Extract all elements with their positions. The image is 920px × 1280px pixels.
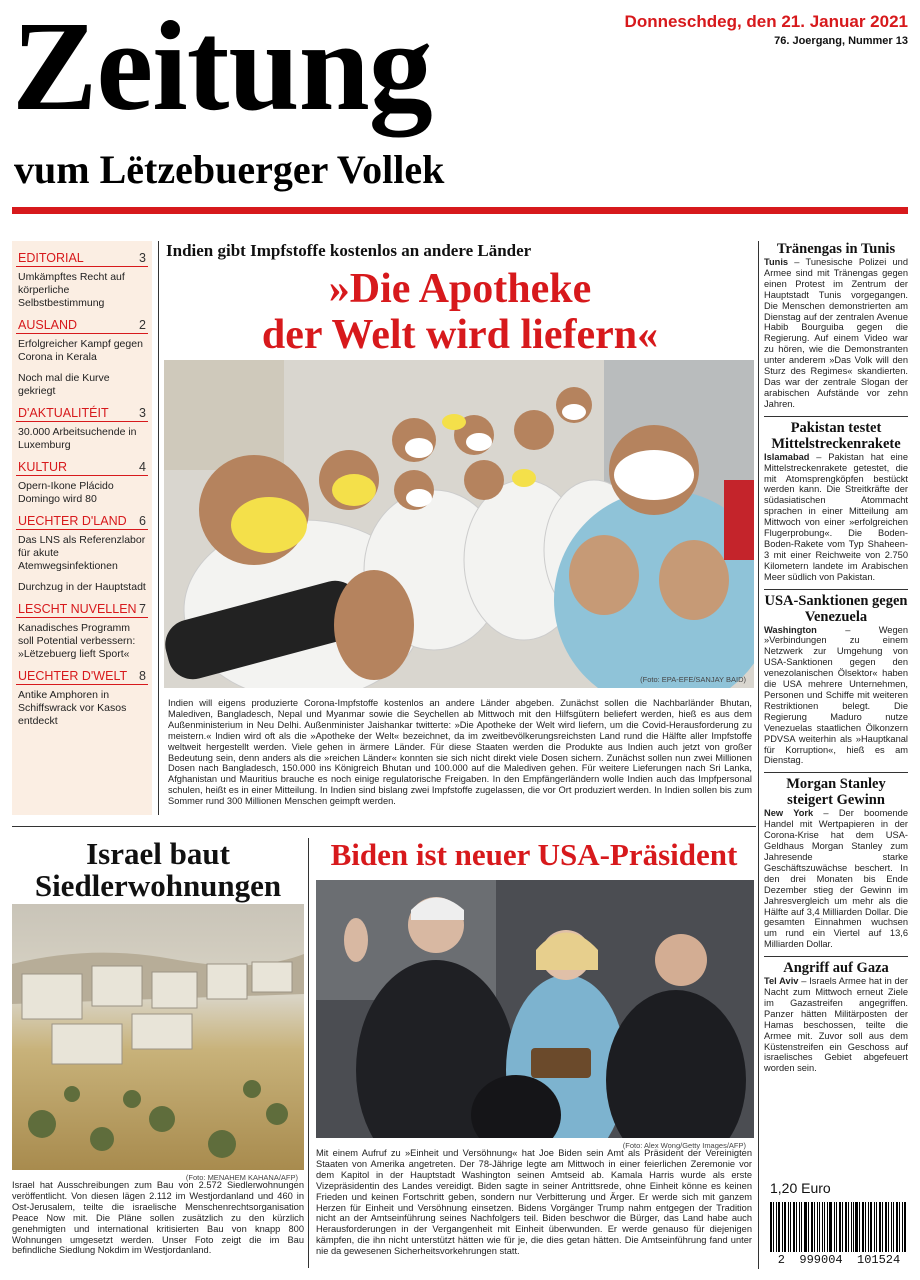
news-brief-dateline: Washington [764,624,817,635]
biden-photo-illustration [316,880,754,1138]
barcode-bar [879,1202,881,1252]
toc-section-title: KULTUR [18,460,68,474]
barcode-bar [829,1202,832,1252]
toc-page-number: 2 [139,318,146,332]
lead-photo [164,360,754,688]
toc-section-header[interactable] [16,251,148,267]
price: 1,20 Euro [770,1180,831,1196]
israel-headline: Israel baut Siedlerwohnungen [34,836,282,903]
news-brief-dateline: Tel Aviv [764,976,799,987]
biden-body: Mit einem Aufruf zu »Einheit und Versöhnung« hat Joe Biden sein Amt als Präsident der Vereinigten Staaten von Amerika angetreten. Der 78-Jährige legte am Mittwoch in einer feierlichen Zeremonie vor dem Kapitol in der Hauptstadt Washington seinen Amtseid ab. Kamala Harris wurde als erste Vizepräsidentin des Landes vereidigt. Biden sagte in seiner Antrittsrede, ohne Einheit könne es keinen Frieden und keinen Fortschritt geben, sondern nur Verbitterung und Ärger. Er werde sich mit ganzem Herzen für Einheit und Versöhnung einsetzen. Bidens Vorgänger Trump nahm entgegen der Tradition nicht an der Amtseinführung seines Nachfolgers teil. Biden beschwor die Bürger, das Land habe auch Herausforderungen in der Vergangenheit mit Einheit überwunden. Er werde genauso für diejenigen kämpfen, die ihn nicht unterstützt hätten wie für je, die dies getan hätten. Die Amtseinführung fand unter nie da gewesenen Sicherheitsvorkehrungen statt. [316,1148,752,1257]
barcode-bar [845,1202,847,1252]
toc-item[interactable]: Opern-Ikone Plácido Domingo wird 80 [18,480,114,505]
toc-page-number: 3 [139,251,146,265]
barcode-bar [776,1202,777,1252]
news-brief-column [764,241,908,1080]
masthead-subtitle: vum Lëtzebuerger Vollek [14,147,445,192]
toc-item[interactable]: Kanadisches Programm soll Potential verbessern: »Lëtzebuerg lieft Sport« [18,622,136,660]
toc-item[interactable]: Das LNS als Referenzlabor für akute Atemwegsinfektionen [18,534,146,572]
toc-page-number: 3 [139,406,146,420]
barcode-bar [773,1202,774,1252]
issue-number: 76. Joergang, Nummer 13 [774,35,908,47]
barcode-bar [865,1202,866,1252]
brief-rule [764,416,908,417]
toc-section-title: EDITORIAL [18,251,84,265]
masthead-rule [12,207,908,214]
toc-section-title: UECHTER D'LAND [18,514,127,528]
toc-page-number: 7 [139,602,146,616]
israel-body: Israel hat Ausschreibungen zum Bau von 2.572 Siedlerwohnungen veröffentlicht. Von diesen lägen 2.112 im Westjordanland und 460 in Ost-Jerusalem, teilte die israelische Menschenrechtsorganisation Peace Now mit. Die Pläne sollen zusätzlich zu den kürzlich genehmigten und international kritisierten Bau von knapp 800 Wohnungen umgesetzt werden. Unser Foto zeigt die im Bau befindliche Siedlung Nokdim im Westjordanland. [12,1180,304,1256]
biden-headline: Biden ist neuer USA-Präsident [330,837,738,872]
toc-page-number: 4 [139,460,146,474]
column-divider [158,241,159,815]
barcode-bar [882,1202,883,1252]
lead-headline [166,266,754,358]
brief-rule [764,772,908,773]
barcode-bar [896,1202,898,1252]
barcode-number: 2 999004 101524 [777,1253,901,1267]
toc-section [16,669,148,728]
barcode-bar [796,1202,797,1252]
barcode-bar [893,1202,894,1252]
toc-section [16,318,148,398]
news-brief-body [764,808,908,950]
brief-rule [764,956,908,957]
toc-page-number: 6 [139,514,146,528]
barcode-bar [778,1202,780,1252]
toc-item[interactable]: Antike Amphoren in Schiffswrack vor Kasos entdeckt [18,689,127,727]
barcode-bar [827,1202,828,1252]
barcode-bar [876,1202,877,1252]
toc-section [16,514,148,594]
israel-photo-credit: (Foto: MENAHEM KAHANA/AFP) [185,1173,298,1182]
news-brief [764,956,908,1074]
barcode-bar [788,1202,789,1252]
barcode-bar [899,1202,900,1252]
toc-item[interactable]: Erfolgreicher Kampf gegen Corona in Kerala [18,338,143,363]
lead-headline-line1: »Die Apotheke [328,266,592,312]
news-brief-body [764,452,908,583]
barcode-bar [842,1202,843,1252]
barcode-bar [782,1202,783,1252]
column-divider [308,838,309,1268]
news-brief [764,416,908,583]
news-brief-title: Tränengas in Tunis [776,241,896,257]
toc-item[interactable]: 30.000 Arbeitsuchende in Luxemburg [18,426,137,451]
barcode-bar [885,1202,888,1252]
barcode-bar [801,1202,802,1252]
news-brief-body [764,257,908,410]
news-brief-text: – Der boomende Handel mit Wertpapieren in der Corona-Krise hat dem USA-Geldhaus Morgan Stanley zum Jahresende starke Geschäftszuwächse beschert. In den drei Monaten bis Ende Dezember stieg der Gewinn im Jahresvergleich um mehr als die Hälfte auf 3,4 Milliarden Dollar. Die gesamten Einnahmen wuchsen um rund ein Viertel auf 13,6 Milliarden Dollar. [764,808,908,950]
news-brief-body [764,976,908,1074]
barcode-bar [814,1202,815,1252]
news-brief-title: Morgan Stanley steigert Gewinn [786,776,886,809]
barcode-bars [770,1202,908,1252]
toc-section-header[interactable] [16,669,148,685]
barcode-bar [808,1202,809,1252]
toc-section-header[interactable] [16,514,148,530]
barcode-bar [902,1202,903,1252]
news-brief-body [764,625,908,767]
toc-section-title: D'AKTUALITÉIT [18,406,109,420]
barcode-bar [888,1202,889,1252]
toc-section-title: LESCHT NUVELLEN [18,602,137,616]
barcode-bar [770,1202,772,1252]
news-brief-text: – Tunesische Polizei und Armee sind mit Tränengas gegen einen Protest im Zentrum der Hauptstadt Tunis vorgegangen. Die Menschen demonstrierten am Dienstag auf der zentralen Avenue Habib Bourguiba gegen die Regierung. Auf einem Video war zu hören, wie die Demonstranten unter anderem »Das Volk will den Sturz des Regimes« skandierten. Das war der zentrale Slogan der arabischen Aufstände vor zehn Jahren. [764,257,908,409]
lead-photo-illustration [164,360,754,688]
barcode-bar [784,1202,787,1252]
toc-section [16,602,148,661]
toc-section [16,406,148,452]
news-brief [764,241,908,410]
israel-photo-illustration [12,904,304,1170]
barcode-bar [891,1202,892,1252]
barcode-bar [804,1202,807,1252]
news-brief-dateline: New York [764,808,814,819]
biden-photo-credit: (Foto: Alex Wong/Getty Images/AFP) [622,1141,746,1150]
toc-section-header[interactable] [16,602,148,618]
news-brief-text: – Wegen »Verbindungen zu einem Netzwerk zur Umgehung von USA-Sanktionen gegen den venezolanischen Ölsektor« haben die USA mehrere Unternehmen, Personen und Schiffe mit weiteren Restriktionen belegt. Die Regierung Maduro nutze Venezuelas staatlichen Ölkonzern PDVSA weiterhin als »Hauptkanal für Korruption«, hieß es am Dienstag. [764,624,908,766]
barcode-bar [811,1202,813,1252]
news-brief-title: Pakistan testet Mittelstreckenrakete [771,419,901,452]
toc-page-number: 8 [139,669,146,683]
barcode-bar [848,1202,849,1252]
news-brief-text: – Pakistan hat eine Mittelstreckenrakete getestet, die mit Atomsprengköpfen bestückt werden kann. Die Streitkräfte der südasiatischen Atommacht sprachen in einer Mitteilung am Mittwoch von einer »erfolgreichen Flugerprobung«. Die Boden-Boden-Rakete vom Typ Shaheen-3 mit einer Reichweite von 2.750 Kilometern landete im Arabischen Meer südlich von Pakistan. [764,451,908,582]
toc-item[interactable]: Noch mal die Kurve gekriegt [18,372,110,397]
toc-section-header[interactable] [16,318,148,334]
news-brief [764,772,908,950]
barcode-bar [799,1202,800,1252]
row-divider [12,826,756,827]
toc-item[interactable]: Durchzug in der Hauptstadt [18,581,146,593]
israel-photo [12,904,304,1182]
barcode-bar [836,1202,837,1252]
toc-section-title: AUSLAND [18,318,78,332]
barcode-bar [817,1202,818,1252]
barcode-bar [822,1202,823,1252]
barcode-bar [793,1202,795,1252]
barcode-bar [870,1202,872,1252]
barcode-bar [874,1202,875,1252]
barcode-bar [859,1202,860,1252]
table-of-contents [12,241,152,815]
brief-rule [764,589,908,590]
barcode-bar [853,1202,854,1252]
barcode [770,1202,908,1267]
barcode-bar [862,1202,864,1252]
toc-item[interactable]: Umkämpftes Recht auf körperliche Selbstbestimmung [18,271,125,309]
barcode-bar [839,1202,841,1252]
toc-section [16,251,148,310]
barcode-bar [868,1202,869,1252]
biden-photo [316,880,754,1150]
barcode-bar [851,1202,852,1252]
lead-photo-credit: (Foto: EPA-EFE/SANJAY BAID) [640,675,746,684]
barcode-bar [819,1202,821,1252]
news-brief [764,589,908,767]
barcode-bar [790,1202,791,1252]
toc-section-header[interactable] [16,406,148,422]
lead-kicker: Indien gibt Impfstoffe kostenlos an andere Länder [166,241,532,260]
masthead-title: Zeitung [12,0,432,137]
news-brief-dateline: Islamabad [764,451,810,462]
news-brief-title: Angriff auf Gaza [783,960,889,977]
toc-section [16,460,148,506]
news-brief-text: – Israels Armee hat in der Nacht zum Mittwoch erneut Ziele im Gazastreifen angegriffen. Panzer hätten Militärposten der Hamas beschossen, teilte die Armee mit. Zuvor soll aus dem Küstenstreifen ein Geschoss auf israelisches Gebiet abgefeuert worden sein. [764,976,908,1074]
barcode-bar [824,1202,825,1252]
barcode-bar [904,1202,906,1252]
barcode-bar [855,1202,858,1252]
column-divider [758,241,759,1269]
lead-body: Indien will eigens produzierte Corona-Impfstoffe kostenlos an andere Länder abgeben. Zunächst sollen die Nachbarländer Bhutan, Malediven, Bangladesch, Nepal und Myanmar sowie die Seychellen ab Mittwoch mit den Hilfsgütern beliefert werden, hieß es aus dem Außenministerium in Neu Delhi. Außenminister Jaishankar twitterte: »Die Apotheke der Welt wird liefern, um die Covid-Herausforderung zu meistern.« Indien wird oft als die »Apotheke der Welt« bezeichnet, da im zweitbevölkerungsreichsten Land rund die Hälfte aller Impfstoffe weltweit hergestellt werden. Viele gehen in ärmere Länder. Für diese Staaten werden die Produkte aus Indien auch jetzt von großer Bedeutung sein, denn anders als die »reichen Länder« konnten sie sich nicht direkt viele Dosen sichern. Zunächst sollen nun zwei Millionen Dosen nach Bangladesch, 150.000 ins Königreich Bhutan und 100.000 auf die Malediven gehen. Für weitere Lieferungen nach Sri Lanka, Afghanistan und Mauritius brauche es noch einige regulatorische Freigaben. In den Empfängerländern wolle Indien auch das Impfpersonal schulen, heißt es in einer Mitteilung. In Indien sind bislang zwei Impfstoffe zugelassen, die vor Ort produziert werden. In Indien sollen bis zum Sommer rund 300 Millionen Menschen geimpft werden. [168,698,752,807]
issue-date: Donneschdeg, den 21. Januar 2021 [624,12,908,31]
toc-section-header[interactable] [16,460,148,476]
news-brief-title: USA-Sanktionen gegen Venezuela [764,592,908,625]
toc-section-title: UECHTER D'WELT [18,669,128,683]
lead-headline-line2: der Welt wird liefern« [261,312,659,358]
news-brief-dateline: Tunis [764,257,789,267]
barcode-bar [834,1202,835,1252]
